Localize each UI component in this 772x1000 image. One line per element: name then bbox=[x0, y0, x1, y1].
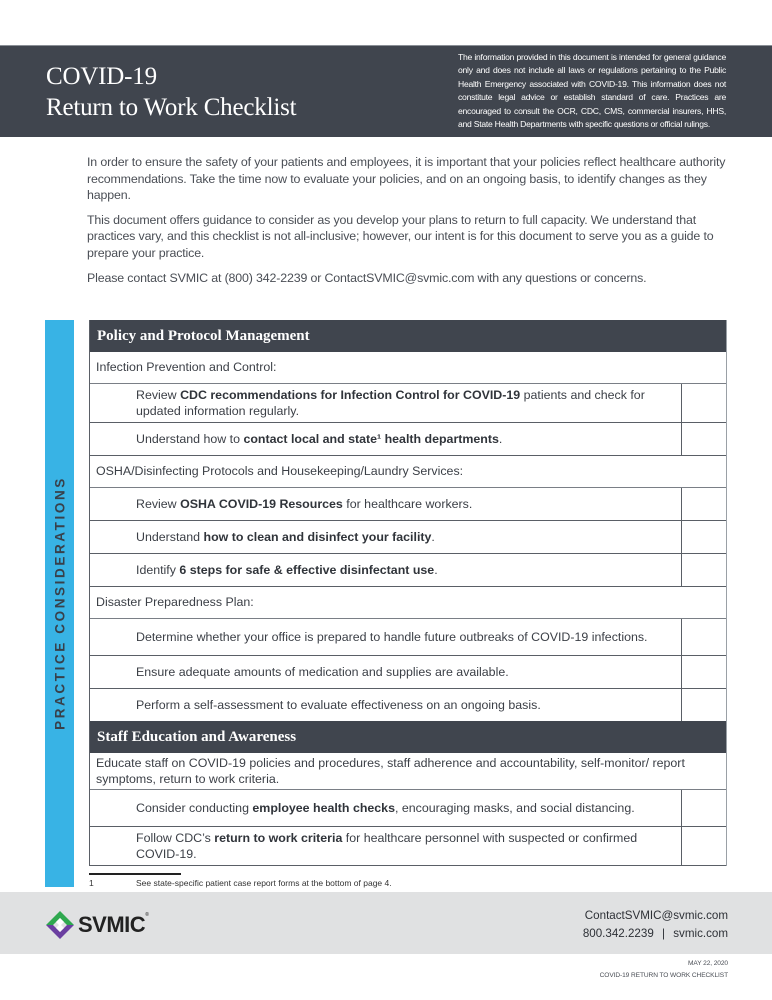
group-label: OSHA/Disinfecting Protocols and Housekeeping/Laundry Services: bbox=[90, 456, 726, 488]
group-label: Disaster Preparedness Plan: bbox=[90, 587, 726, 619]
website-link[interactable]: svmic.com bbox=[673, 927, 728, 940]
document-meta bbox=[600, 958, 728, 982]
group-label: Infection Prevention and Control: bbox=[90, 352, 726, 384]
resource-link[interactable]: OSHA COVID-19 Resources bbox=[180, 497, 343, 511]
footnote-number: 1 bbox=[89, 878, 94, 888]
checklist-item: Consider conducting employee health checks, encouraging masks, and social distancing. bbox=[90, 790, 726, 827]
checklist-item: Identify 6 steps for safe & effective disinfectant use. bbox=[90, 554, 726, 587]
checklist-item: Review CDC recommendations for Infection Control for COVID-19 patients and check for updated information regularly. bbox=[90, 384, 726, 423]
checkbox-cell[interactable] bbox=[681, 384, 726, 422]
document-date: MAY 22, 2020 bbox=[688, 960, 728, 967]
checkbox-cell[interactable] bbox=[681, 689, 726, 721]
checklist-item: Follow CDC’s return to work criteria for healthcare personnel with suspected or confirmed COVID-19. bbox=[90, 827, 726, 866]
checkbox-cell[interactable] bbox=[681, 423, 726, 455]
resource-link[interactable]: 6 steps for safe & effective disinfectant use bbox=[179, 563, 435, 577]
checkbox-cell[interactable] bbox=[681, 656, 726, 688]
contact-email[interactable]: ContactSVMIC@svmic.com bbox=[584, 909, 728, 922]
resource-link[interactable]: employee health checks bbox=[252, 801, 395, 815]
page-footer bbox=[0, 892, 772, 954]
footnote-rule bbox=[89, 873, 181, 875]
checklist-table bbox=[89, 320, 727, 866]
separator: | bbox=[662, 927, 666, 940]
checkbox-cell[interactable] bbox=[681, 619, 726, 655]
checkbox-cell[interactable] bbox=[681, 554, 726, 586]
svmic-logo bbox=[45, 910, 148, 940]
side-label: PRACTICE CONSIDERATIONS bbox=[52, 476, 68, 730]
logo-wordmark: SVMIC® bbox=[78, 912, 149, 937]
svmic-logo-icon bbox=[45, 910, 75, 940]
footnote-text: See state-specific patient case report forms at the bottom of page 4. bbox=[136, 878, 392, 888]
checkbox-cell[interactable] bbox=[681, 790, 726, 826]
checkbox-cell[interactable] bbox=[681, 827, 726, 865]
resource-link[interactable]: contact local and state¹ health departments bbox=[243, 432, 499, 446]
checklist-item: Perform a self-assessment to evaluate effectiveness on an ongoing basis. bbox=[90, 689, 726, 721]
checkbox-cell[interactable] bbox=[681, 488, 726, 520]
page-header bbox=[0, 45, 772, 137]
checklist-item: Determine whether your office is prepared to handle future outbreaks of COVID-19 infections. bbox=[90, 619, 726, 656]
checklist-item: Understand how to contact local and state¹ health departments. bbox=[90, 423, 726, 456]
checklist-item: Review OSHA COVID-19 Resources for healthcare workers. bbox=[90, 488, 726, 521]
resource-link[interactable]: CDC recommendations for Infection Control for COVID-19 bbox=[180, 388, 521, 402]
page-title bbox=[46, 61, 296, 123]
resource-link[interactable]: return to work criteria bbox=[214, 831, 343, 845]
footnote bbox=[89, 878, 392, 888]
intro-section bbox=[87, 154, 730, 294]
section-header: Policy and Protocol Management bbox=[90, 320, 726, 352]
resource-link[interactable]: how to clean and disinfect your facility bbox=[203, 530, 432, 544]
contact-line bbox=[583, 925, 728, 943]
disclaimer-text: The information provided in this document is intended for general guidance only and does not include all laws or regulations pertaining to the Public Health Emergency associated with COVID-19. This information does not constitute legal advice or establish standard of care. Practices are encouraged to consult the OCR, CDC, CMS, commercial insurers, HHS, and State Health Departments with specific questions or official rulings. bbox=[458, 52, 726, 130]
group-label: Educate staff on COVID-19 policies and procedures, staff adherence and accountability, self-monitor/ report symptoms, return to work criteria. bbox=[90, 753, 726, 790]
checkbox-cell[interactable] bbox=[681, 521, 726, 553]
title-line-1: COVID-19 bbox=[46, 63, 157, 90]
intro-paragraph: This document offers guidance to consider as you develop your plans to return to full capacity. We understand that practices vary, and this checklist is not all-inclusive; however, our intent is for this document to serve you as a guide to prepare your practice. bbox=[87, 212, 714, 260]
checklist-item: Understand how to clean and disinfect your facility. bbox=[90, 521, 726, 554]
title-line-2: Return to Work Checklist bbox=[46, 94, 297, 121]
contact-paragraph: Please contact SVMIC at (800) 342-2239 or ContactSVMIC@svmic.com with any questions or concerns. bbox=[87, 270, 647, 285]
section-header: Staff Education and Awareness bbox=[90, 721, 726, 753]
checklist-item: Ensure adequate amounts of medication and supplies are available. bbox=[90, 656, 726, 689]
contact-phone[interactable]: 800.342.2239 bbox=[582, 927, 654, 940]
intro-paragraph: In order to ensure the safety of your patients and employees, it is important that your policies reflect healthcare authority recommendations. Take the time now to evaluate your policies, and on an ongoing basis, to identify changes as they happen. bbox=[87, 155, 726, 203]
document-title-footer: COVID-19 RETURN TO WORK CHECKLIST bbox=[599, 972, 728, 979]
contact-block bbox=[583, 907, 728, 943]
